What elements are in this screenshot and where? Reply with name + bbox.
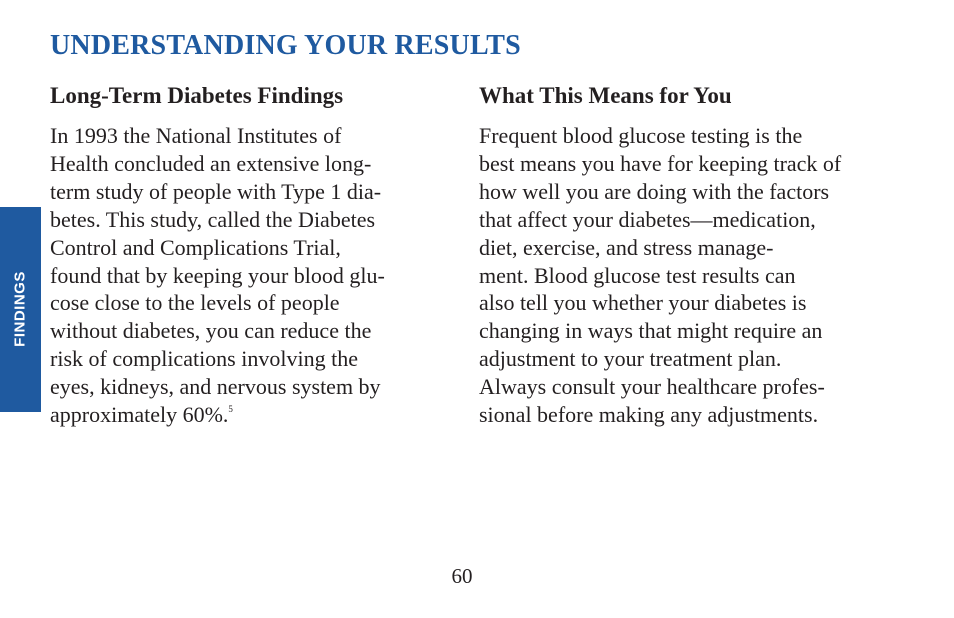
body-line: ment. Blood glucose test results can: [479, 262, 796, 288]
left-column-heading: Long-Term Diabetes Findings: [50, 83, 344, 108]
right-column-heading: What This Means for You: [479, 83, 732, 108]
body-line: Always consult your healthcare profes-: [479, 374, 825, 400]
body-line-text: approximately 60%.: [50, 402, 229, 428]
body-line: also tell you whether your diabetes is: [479, 290, 807, 316]
section-tab-label: FINDINGS: [11, 271, 29, 347]
footnote-reference: 5: [228, 404, 233, 415]
body-line: best means you have for keeping track of: [479, 150, 842, 176]
right-column: [479, 82, 889, 429]
section-tab: [0, 207, 41, 412]
right-column-body: [479, 122, 889, 429]
body-line: eyes, kidneys, and nervous system by: [50, 374, 381, 400]
body-line: Frequent blood glucose testing is the: [479, 123, 803, 148]
body-line: without diabetes, you can reduce the: [50, 318, 372, 344]
body-line-last: [50, 401, 450, 429]
body-line: Health concluded an extensive long-: [50, 150, 372, 176]
body-line: found that by keeping your blood glu-: [50, 262, 385, 288]
body-line: term study of people with Type 1 dia-: [50, 178, 382, 204]
body-line: Control and Complications Trial,: [50, 234, 341, 260]
body-line: sional before making any adjustments.: [479, 402, 819, 428]
body-line: cose close to the levels of people: [50, 290, 340, 316]
body-line: betes. This study, called the Diabetes: [50, 206, 376, 232]
body-line: adjustment to your treatment plan.: [479, 346, 782, 372]
body-line: changing in ways that might require an: [479, 318, 823, 344]
page-number: 60: [451, 564, 473, 588]
body-line: diet, exercise, and stress manage-: [479, 234, 774, 260]
page-title: UNDERSTANDING YOUR RESULTS: [50, 30, 521, 61]
body-line: In 1993 the National Institutes of: [50, 123, 342, 148]
body-line: risk of complications involving the: [50, 346, 358, 372]
body-line: how well you are doing with the factors: [479, 178, 830, 204]
left-column: [50, 82, 450, 429]
body-line: that affect your diabetes—medication,: [479, 206, 816, 232]
left-column-body: [50, 122, 450, 429]
